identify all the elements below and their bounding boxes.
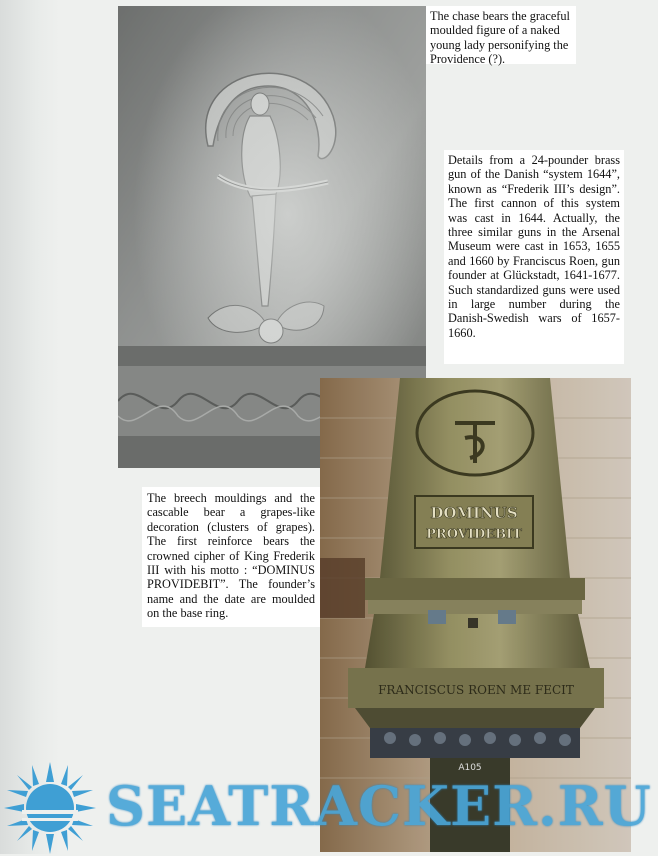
base-ring-inscription: FRANCISCUS ROEN ME FECIT [378,683,574,697]
caption-breech-decoration: The breech mouldings and the cascable bear a grapes-like decoration (clusters of grapes). The first reinforce bears the crowned cipher of King Frederik III with his motto : “DOMINUS PROVIDEBIT”. The founder’s name and the date are moulded on the base ring. [142,487,320,627]
caption-gun-details: Details from a 24-pounder brass gun of the Danish “system 1644”, known as “Frederik III’s design”. The first cannon of this system was cast in 1644. Actually, the three similar guns in the Arsenal Museum were cast in 1653, 1655 and 1660 by Franciscus Roen, gun founder at Glückstadt, 1641-1677. Such standardized guns were used in large number during the Danish-Swedish wars of 1657-1660. [444,150,624,364]
watermark [0,756,658,854]
watermark-text: SEATRACKER.RU [106,774,652,838]
motto-line-1: DOMINUS [430,504,518,522]
sun-logo-icon [2,760,98,856]
cascable-label: A105 [458,763,482,773]
motto-line-2: PROVIDEBIT [426,527,522,542]
page-edge-shadow [0,0,60,854]
caption-chase-figure: The chase bears the graceful moulded figure of a naked young lady personifying the Providence (?). [426,6,576,64]
